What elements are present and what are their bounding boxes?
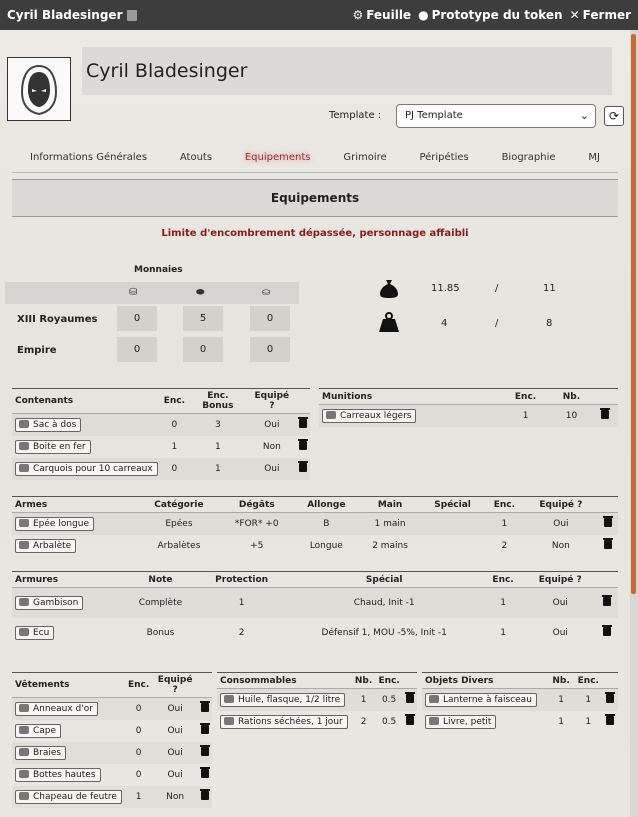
column-header: Munitions — [319, 389, 501, 405]
weight-separator: / — [495, 283, 499, 294]
enc-value: 0 — [135, 769, 142, 780]
silver-coin-icon: ⬬ — [196, 287, 205, 298]
gold-coin-icon: ⛁ — [129, 287, 138, 298]
trash-icon[interactable] — [201, 703, 209, 712]
table-row — [12, 436, 310, 458]
enc-value: 0 — [161, 458, 188, 480]
trash-icon[interactable] — [406, 694, 414, 703]
trash-icon[interactable] — [601, 410, 609, 419]
note-value: Bonus — [146, 627, 175, 638]
column-header: Armes — [12, 497, 138, 513]
table-row — [422, 711, 618, 733]
table-row — [12, 458, 310, 480]
money-bag-icon — [378, 277, 400, 299]
column-header: Enc. — [501, 389, 550, 405]
column-header: Enc. Bonus — [188, 389, 248, 414]
bag-icon — [19, 704, 29, 712]
character-name[interactable]: Cyril Bladesinger — [82, 47, 612, 95]
count-value: 1 — [549, 689, 574, 711]
tab-peripeties[interactable]: Péripéties — [419, 152, 469, 163]
enc-value: 0.5 — [375, 689, 403, 711]
table-row — [12, 513, 618, 535]
money-value[interactable]: 0 — [250, 337, 290, 362]
money-value[interactable]: 5 — [183, 306, 223, 331]
template-select[interactable]: PJ Template ⌄ — [396, 104, 596, 128]
gear-icon: ⚙ — [352, 8, 364, 22]
column-header: Nb. — [549, 673, 574, 689]
close-button[interactable]: ✕ Fermer — [569, 8, 631, 22]
trash-icon[interactable] — [201, 769, 209, 778]
bag-icon — [19, 598, 29, 606]
chevron-down-icon: ⌄ — [579, 109, 589, 122]
trash-icon[interactable] — [606, 694, 614, 703]
special-value — [421, 535, 484, 557]
enc-value: 1 — [484, 513, 524, 535]
bag-icon — [429, 695, 439, 703]
window-title: Cyril Bladesinger — [7, 8, 123, 22]
column-header: Consommables — [217, 673, 352, 689]
money-header — [5, 282, 299, 304]
column-header: Enc. — [574, 673, 603, 689]
equipped-value[interactable]: Oui — [552, 627, 568, 638]
bulk-separator: / — [495, 318, 499, 329]
table-row — [12, 786, 212, 808]
prototype-token-button[interactable]: ● Prototype du token — [418, 8, 563, 22]
tab-biographie[interactable]: Biographie — [501, 152, 556, 163]
enc-value: 1 — [171, 441, 178, 452]
special-value: Défensif 1, MOU -5%, Init -1 — [321, 627, 447, 638]
armures-table — [12, 571, 618, 648]
category-value: Arbalètes — [157, 540, 201, 551]
item-chip[interactable]: Bottes hautes — [15, 768, 101, 782]
equipped-value[interactable]: Oui — [525, 513, 598, 535]
enc-value: 2 — [501, 540, 508, 551]
item-chip[interactable]: Rations séchées, 1 jour — [220, 715, 348, 729]
money-row-label: XIII Royaumes — [17, 314, 98, 325]
table-row — [12, 742, 212, 764]
tab-informations[interactable]: Informations Générales — [30, 152, 148, 163]
equipped-value[interactable]: Non — [262, 441, 281, 452]
table-row — [12, 535, 618, 557]
trash-icon[interactable] — [406, 716, 414, 725]
bag-icon — [429, 717, 439, 725]
bag-icon — [19, 748, 29, 756]
money-value[interactable]: 0 — [117, 306, 157, 331]
bag-icon — [224, 695, 234, 703]
enc-value: 1 — [585, 716, 592, 727]
section-title: Equipements — [12, 179, 618, 217]
bag-icon — [224, 717, 234, 725]
column-header: Enc. — [161, 389, 188, 414]
trash-icon[interactable] — [606, 716, 614, 725]
table-row — [12, 414, 310, 436]
munitions-table — [319, 388, 618, 427]
enc-value: 1 — [574, 689, 603, 711]
scrollbar[interactable] — [630, 30, 638, 817]
money-value[interactable]: 0 — [183, 337, 223, 362]
bulk-value: 4 — [441, 318, 448, 329]
item-chip[interactable]: Carquois pour 10 carreaux — [15, 462, 158, 476]
equipped-value[interactable]: Oui — [167, 769, 183, 780]
money-value[interactable]: 0 — [117, 337, 157, 362]
item-chip[interactable]: Huile, flasque, 1/2 litre — [220, 693, 345, 707]
special-value: Chaud, Init -1 — [286, 588, 483, 618]
weight-icon — [378, 311, 400, 333]
column-header: Equipé ? — [525, 497, 598, 513]
count-value: 2 — [360, 716, 367, 727]
sheet-button[interactable]: ⚙ Feuille — [352, 8, 412, 22]
bag-icon — [19, 792, 29, 800]
special-value — [421, 513, 484, 535]
scrollbar-thumb[interactable] — [631, 34, 636, 594]
column-header: Enc. — [484, 497, 524, 513]
item-chip[interactable]: Carreaux légers — [322, 409, 416, 423]
item-chip[interactable]: Gambison — [15, 596, 83, 610]
enc-value: 1 — [483, 588, 524, 618]
column-header: Dégâts — [220, 497, 294, 513]
copper-coin-icon: ⛀ — [262, 287, 271, 298]
column-header: Contenants — [12, 389, 161, 414]
tab-grimoire[interactable]: Grimoire — [343, 152, 387, 163]
bonus-value: 3 — [188, 414, 248, 436]
table-row — [217, 689, 417, 711]
trash-icon[interactable] — [604, 518, 612, 527]
table-row — [12, 764, 212, 786]
refresh-button[interactable] — [604, 106, 624, 126]
tab-bar — [12, 143, 618, 173]
equipped-value[interactable]: Oui — [248, 414, 296, 436]
bonus-value: 1 — [188, 458, 248, 480]
money-value[interactable]: 0 — [250, 306, 290, 331]
table-row — [12, 618, 618, 648]
trash-icon[interactable] — [201, 791, 209, 800]
column-header: Protection — [197, 572, 285, 588]
column-header: Equipé ? — [152, 673, 198, 698]
tab-mj[interactable]: MJ — [588, 152, 600, 163]
item-chip[interactable]: Sac à dos — [15, 418, 81, 432]
column-header: Vêtements — [12, 673, 125, 698]
enc-value: 1 — [501, 405, 550, 427]
item-chip[interactable]: Anneaux d'or — [15, 702, 98, 716]
item-chip[interactable]: Lanterne à faisceau — [425, 693, 537, 707]
equipped-value[interactable]: Oui — [248, 458, 296, 480]
bonus-value: 1 — [214, 441, 221, 452]
item-chip[interactable]: Cape — [15, 724, 61, 738]
column-header: Armures — [12, 572, 123, 588]
equipped-value[interactable]: Oui — [167, 725, 183, 736]
trash-icon[interactable] — [299, 441, 307, 450]
bag-icon — [326, 411, 336, 419]
refresh-icon: ⟳ — [608, 109, 620, 123]
column-header: Spécial — [421, 497, 484, 513]
trash-icon[interactable] — [603, 597, 611, 606]
table-row — [12, 588, 618, 618]
enc-value: 1 — [500, 627, 506, 638]
reach-value: Longue — [309, 540, 343, 551]
weight-value: 11.85 — [431, 283, 460, 294]
equipped-value[interactable]: Non — [152, 786, 198, 808]
table-row — [422, 689, 618, 711]
hand-value: 2 mains — [372, 540, 408, 551]
enc-value: 0.5 — [381, 716, 397, 727]
protection-value: 1 — [197, 588, 285, 618]
bag-icon — [19, 442, 29, 450]
item-chip[interactable]: Ecu — [15, 626, 54, 640]
window-titlebar — [0, 0, 638, 30]
column-header: Note — [123, 572, 197, 588]
equipped-value[interactable]: Oui — [152, 742, 198, 764]
hooded-figure-icon — [8, 58, 70, 120]
enc-value: 0 — [135, 725, 142, 736]
bulk-max: 8 — [546, 318, 553, 329]
bag-icon — [19, 420, 29, 428]
bag-icon — [19, 726, 29, 734]
count-value: 1 — [558, 716, 564, 727]
column-header: Enc. — [375, 673, 403, 689]
enc-value: 0 — [125, 742, 152, 764]
column-header: Main — [359, 497, 421, 513]
trash-icon[interactable] — [299, 463, 307, 472]
enc-value: 0 — [161, 414, 188, 436]
column-header: Allonge — [294, 497, 360, 513]
damage-value: +5 — [250, 540, 264, 551]
avatar[interactable] — [7, 57, 71, 121]
protection-value: 2 — [238, 627, 245, 638]
column-header: Nb. — [352, 673, 376, 689]
damage-value: *FOR* +0 — [220, 513, 294, 535]
table-row — [12, 698, 212, 720]
column-header: Catégorie — [138, 497, 220, 513]
table-row — [12, 720, 212, 742]
template-label: Template : — [329, 110, 382, 121]
enc-value: 1 — [125, 786, 152, 808]
enc-value: 0 — [125, 698, 152, 720]
money-title: Monnaies — [134, 265, 183, 275]
count-value: 10 — [550, 405, 592, 427]
item-chip[interactable]: Epée longue — [15, 517, 94, 531]
trash-icon[interactable] — [604, 540, 612, 549]
trash-icon[interactable] — [201, 725, 209, 734]
divers-table — [422, 672, 618, 733]
item-chip[interactable]: Braies — [15, 746, 66, 760]
bag-icon — [19, 519, 29, 527]
column-header: Enc. — [483, 572, 524, 588]
equipped-value[interactable]: Oui — [524, 588, 597, 618]
vetements-table — [12, 672, 212, 808]
column-header: Nb. — [550, 389, 592, 405]
column-header: Spécial — [286, 572, 483, 588]
item-chip[interactable]: Boite en fer — [15, 440, 91, 454]
column-header: Equipé ? — [248, 389, 296, 414]
equipped-value[interactable]: Oui — [152, 698, 198, 720]
item-chip[interactable]: Livre, petit — [425, 715, 496, 729]
money-row-label: Empire — [17, 345, 57, 356]
user-circle-icon: ● — [418, 8, 429, 22]
column-header: Equipé ? — [524, 572, 597, 588]
table-row — [319, 405, 618, 427]
category-value: Epées — [138, 513, 220, 535]
column-header: Enc. — [125, 673, 152, 698]
tab-atouts[interactable]: Atouts — [179, 152, 213, 163]
trash-icon[interactable] — [603, 627, 611, 636]
table-row — [217, 711, 417, 733]
reach-value: B — [294, 513, 360, 535]
item-chip[interactable]: Arbalète — [15, 539, 76, 553]
hand-value: 1 main — [359, 513, 421, 535]
bag-icon — [19, 770, 29, 778]
close-icon: ✕ — [569, 8, 580, 22]
contenants-table — [12, 388, 310, 480]
item-chip[interactable]: Chapeau de feutre — [15, 790, 122, 804]
column-header: Objets Divers — [422, 673, 549, 689]
weight-max: 11 — [543, 283, 556, 294]
trash-icon[interactable] — [201, 747, 209, 756]
armes-table — [12, 496, 618, 557]
count-value: 1 — [352, 689, 376, 711]
encumbrance-warning: Limite d'encombrement dépassée, personnage affaibli — [161, 228, 469, 239]
bag-icon — [19, 628, 29, 636]
trash-icon[interactable] — [299, 419, 307, 428]
note-value: Complète — [123, 588, 197, 618]
tab-equipements[interactable]: Equipements — [244, 152, 311, 163]
bag-icon — [19, 464, 29, 472]
book-icon[interactable] — [127, 10, 137, 21]
bag-icon — [19, 541, 29, 549]
equipped-value[interactable]: Non — [551, 540, 570, 551]
consommables-table — [217, 672, 417, 733]
